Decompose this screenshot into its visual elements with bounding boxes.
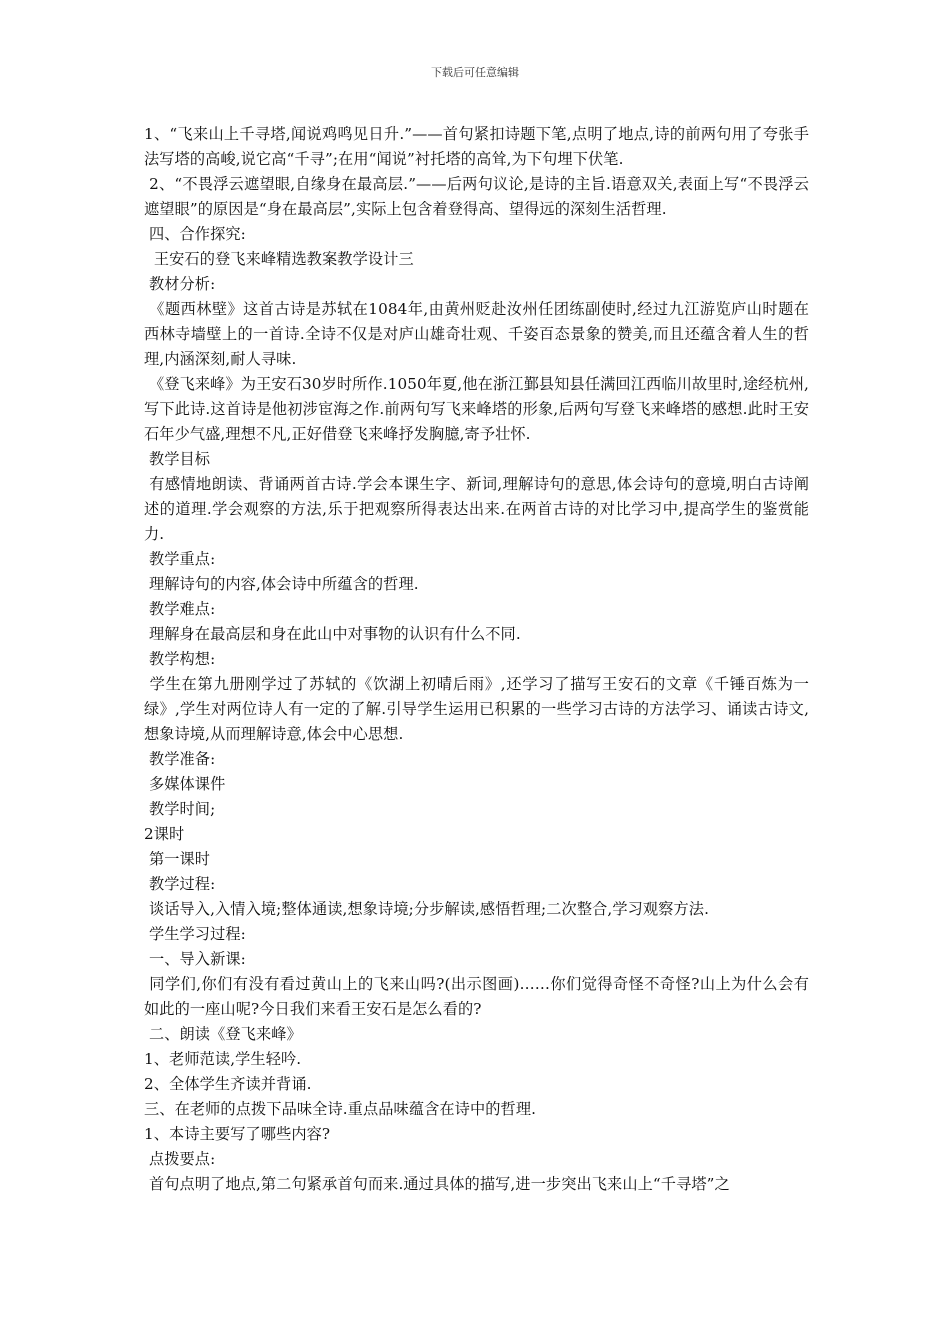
paragraph: 二、朗读《登飞来峰》 bbox=[144, 1025, 302, 1043]
paragraph: 1、老师范读,学生轻吟. bbox=[144, 1050, 302, 1068]
paragraph: 三、在老师的点拨下品味全诗.重点品味蕴含在诗中的哲理. bbox=[144, 1100, 537, 1118]
paragraph: 教学准备: bbox=[144, 750, 216, 768]
paragraph: 理解诗句的内容,体会诗中所蕴含的哲理. bbox=[144, 575, 419, 593]
document-body bbox=[144, 122, 809, 1197]
paragraph: 点拨要点: bbox=[144, 1150, 216, 1168]
paragraph: 教材分析: bbox=[144, 275, 216, 293]
paragraph: 谈话导入,入情入境;整体通读,想象诗境;分步解读,感悟哲理;二次整合,学习观察方法. bbox=[144, 900, 710, 918]
paragraph: 《登飞来峰》为王安石30岁时所作.1050年夏,他在浙江鄞县知县任满回江西临川故里时,途经杭州,写下此诗.这首诗是他初涉宦海之作.前两句写飞来峰塔的形象,后两句写登飞来峰塔的感想.此时王安石年少气盛,理想不凡,正好借登飞来峰抒发胸臆,寄予壮怀. bbox=[144, 375, 809, 443]
paragraph: 首句点明了地点,第二句紧承首句而来.通过具体的描写,进一步突出飞来山上“千寻塔”之 bbox=[144, 1175, 730, 1193]
paragraph: 1、本诗主要写了哪些内容? bbox=[144, 1125, 331, 1143]
page-header: 下载后可任意编辑 bbox=[431, 66, 519, 79]
paragraph: 第一课时 bbox=[144, 850, 211, 868]
paragraph: 2、全体学生齐读并背诵. bbox=[144, 1075, 312, 1093]
paragraph: 教学时间; bbox=[144, 800, 216, 818]
paragraph: 同学们,你们有没有看过黄山上的飞来山吗?(出示图画)……你们觉得奇怪不奇怪?山上为什么会有如此的一座山呢?今日我们来看王安石是怎么看的? bbox=[144, 975, 809, 1018]
paragraph: 教学过程: bbox=[144, 875, 216, 893]
paragraph: 2、“不畏浮云遮望眼,自缘身在最高层.”——后两句议论,是诗的主旨.语意双关,表面上写“不畏浮云遮望眼”的原因是“身在最高层”,实际上包含着登得高、望得远的深刻生活哲理. bbox=[144, 175, 809, 218]
paragraph: 1、“飞来山上千寻塔,闻说鸡鸣见日升.”——首句紧扣诗题下笔,点明了地点,诗的前两句用了夸张手法写塔的高峻,说它高“千寻”;在用“闻说”衬托塔的高耸,为下句埋下伏笔. bbox=[144, 125, 809, 168]
paragraph: 四、合作探究: bbox=[144, 225, 246, 243]
paragraph: 学生在第九册刚学过了苏轼的《饮湖上初晴后雨》,还学习了描写王安石的文章《千锤百炼为一绿》,学生对两位诗人有一定的了解.引导学生运用已积累的一些学习古诗的方法学习、诵读古诗文,想象诗境,从而理解诗意,体会中心思想. bbox=[144, 675, 809, 743]
paragraph: 多媒体课件 bbox=[144, 775, 226, 793]
paragraph: 教学难点: bbox=[144, 600, 216, 618]
paragraph: 教学重点: bbox=[144, 550, 216, 568]
paragraph: 有感情地朗读、背诵两首古诗.学会本课生字、新词,理解诗句的意思,体会诗句的意境,明白古诗阐述的道理.学会观察的方法,乐于把观察所得表达出来.在两首古诗的对比学习中,提高学生的鉴赏能力. bbox=[144, 475, 809, 543]
paragraph: 教学目标 bbox=[144, 450, 211, 468]
paragraph: 王安石的登飞来峰精选教案教学设计三 bbox=[144, 250, 414, 268]
paragraph: 2课时 bbox=[144, 825, 185, 843]
paragraph: 教学构想: bbox=[144, 650, 216, 668]
paragraph: 理解身在最高层和身在此山中对事物的认识有什么不同. bbox=[144, 625, 521, 643]
paragraph: 一、导入新课: bbox=[144, 950, 246, 968]
paragraph: 学生学习过程: bbox=[144, 925, 246, 943]
paragraph: 《题西林壁》这首古诗是苏轼在1084年,由黄州贬赴汝州任团练副使时,经过九江游览庐山时题在西林寺墙壁上的一首诗.全诗不仅是对庐山雄奇壮观、千姿百态景象的赞美,而且还蕴含着人生的哲理,内涵深刻,耐人寻味. bbox=[144, 300, 809, 368]
